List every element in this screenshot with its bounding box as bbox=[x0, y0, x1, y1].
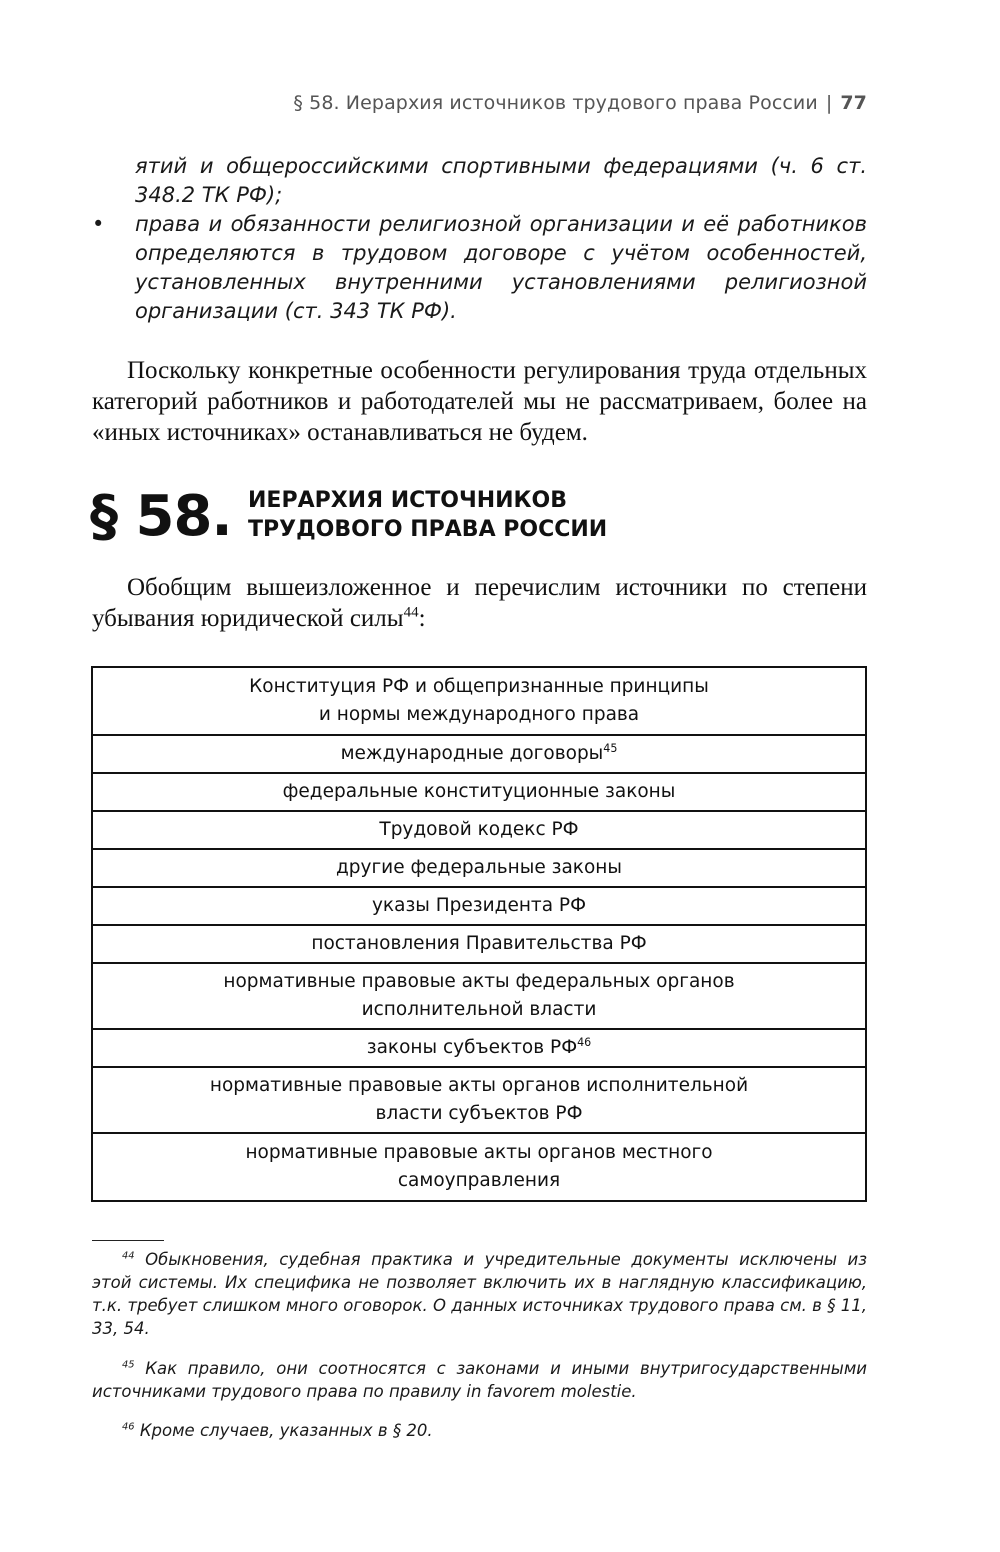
list-bullet: • bbox=[92, 212, 105, 236]
list-item bbox=[92, 210, 867, 326]
hierarchy-row-federal-executive-acts bbox=[93, 964, 865, 1030]
list-item-text: права и обязанности религиозной организации и её работников определяются в трудовом договоре с учётом особенностей, установленных внутренними установлениями религиозной организации (ст. 343 ТК РФ). bbox=[135, 212, 867, 323]
sources-hierarchy-table bbox=[91, 666, 867, 1202]
hierarchy-row-line: федеральные конституционные законы bbox=[282, 781, 676, 802]
hierarchy-row-line: нормативные правовые акты органов исполнительной bbox=[209, 1075, 749, 1096]
hierarchy-row-line: законы субъектов РФ bbox=[366, 1037, 578, 1058]
hierarchy-row-other-federal-laws bbox=[93, 850, 865, 888]
footnote-ref-45[interactable]: 45 bbox=[603, 741, 618, 755]
hierarchy-row-constitution bbox=[93, 668, 865, 736]
paragraph-other-sources: Поскольку конкретные особенности регулирования труда отдельных категорий работников и работодателей мы не рассматриваем, более на «иных источниках» останавливаться не будем. bbox=[92, 357, 867, 446]
hierarchy-row-regional-laws bbox=[93, 1030, 865, 1068]
hierarchy-row-regional-executive-acts bbox=[93, 1068, 865, 1134]
hierarchy-row-line: исполнительной власти bbox=[361, 999, 597, 1020]
footnote-ref-44[interactable]: 44 bbox=[403, 604, 419, 621]
running-head bbox=[0, 92, 867, 114]
footnote-text: Как правило, они соотносятся с законами и иными внутригосударственными источниками трудового права по правилу in favorem molestie. bbox=[92, 1358, 867, 1401]
hierarchy-row-line: самоуправления bbox=[397, 1170, 561, 1191]
section-title-line-2: ТРУДОВОГО ПРАВА РОССИИ bbox=[248, 517, 608, 542]
hierarchy-row-line: Конституция РФ и общепризнанные принципы bbox=[249, 676, 709, 697]
page-number: 77 bbox=[840, 92, 867, 114]
footnote-44 bbox=[92, 1248, 867, 1340]
list-item-text: ятий и общероссийскими спортивными федерациями (ч. 6 ст. 348.2 ТК РФ); bbox=[135, 154, 867, 207]
footnote-46 bbox=[92, 1419, 867, 1442]
hierarchy-row-line: постановления Правительства РФ bbox=[311, 933, 647, 954]
bullet-list bbox=[92, 152, 867, 326]
hierarchy-row-local-government-acts bbox=[93, 1134, 865, 1202]
footnote-ref-46[interactable]: 46 bbox=[577, 1035, 592, 1049]
footnote-number: 44 bbox=[122, 1250, 135, 1262]
running-head-separator: | bbox=[825, 92, 833, 114]
section-number: § 58. bbox=[90, 484, 232, 549]
footnotes bbox=[92, 1248, 867, 1450]
hierarchy-row-line: международные договоры bbox=[340, 743, 604, 764]
hierarchy-row-labour-code bbox=[93, 812, 865, 850]
hierarchy-row-line: Трудовой кодекс РФ bbox=[379, 819, 579, 840]
paragraph-summary bbox=[92, 572, 867, 634]
paragraph-summary-trailing: : bbox=[418, 605, 426, 632]
hierarchy-row-presidential-decrees bbox=[93, 888, 865, 926]
footnote-number: 46 bbox=[122, 1421, 135, 1433]
hierarchy-row-line: нормативные правовые акты органов местного bbox=[245, 1142, 713, 1163]
hierarchy-row-line: указы Президента РФ bbox=[371, 895, 587, 916]
list-item bbox=[92, 152, 867, 210]
footnote-text: Обыкновения, судебная практика и учредительные документы исключены из этой системы. Их специфика не позволяет включить их в наглядную классификацию, т.к. требует слишком много оговорок. О данных источниках трудового права см. в § 11, 33, 54. bbox=[92, 1250, 868, 1338]
hierarchy-row-federal-constitutional-laws bbox=[93, 774, 865, 812]
section-title-line-1: ИЕРАРХИЯ ИСТОЧНИКОВ bbox=[248, 488, 568, 513]
hierarchy-row-line: нормативные правовые акты федеральных органов bbox=[223, 971, 735, 992]
hierarchy-row-international-treaties bbox=[93, 736, 865, 774]
hierarchy-row-line: власти субъектов РФ bbox=[375, 1103, 583, 1124]
footnote-number: 45 bbox=[122, 1359, 135, 1370]
footnote-divider bbox=[92, 1240, 164, 1241]
hierarchy-row-government-resolutions bbox=[93, 926, 865, 964]
paragraph-summary-text: Обобщим вышеизложенное и перечислим источники по степени убывания юридической силы bbox=[92, 574, 867, 632]
running-head-title: § 58. Иерархия источников трудового права России bbox=[293, 92, 818, 114]
footnote-text: Кроме случаев, указанных в § 20. bbox=[139, 1421, 433, 1440]
hierarchy-row-line: и нормы международного права bbox=[318, 704, 640, 725]
section-title bbox=[248, 486, 607, 544]
hierarchy-row-line: другие федеральные законы bbox=[335, 857, 622, 878]
footnote-45 bbox=[92, 1357, 867, 1403]
